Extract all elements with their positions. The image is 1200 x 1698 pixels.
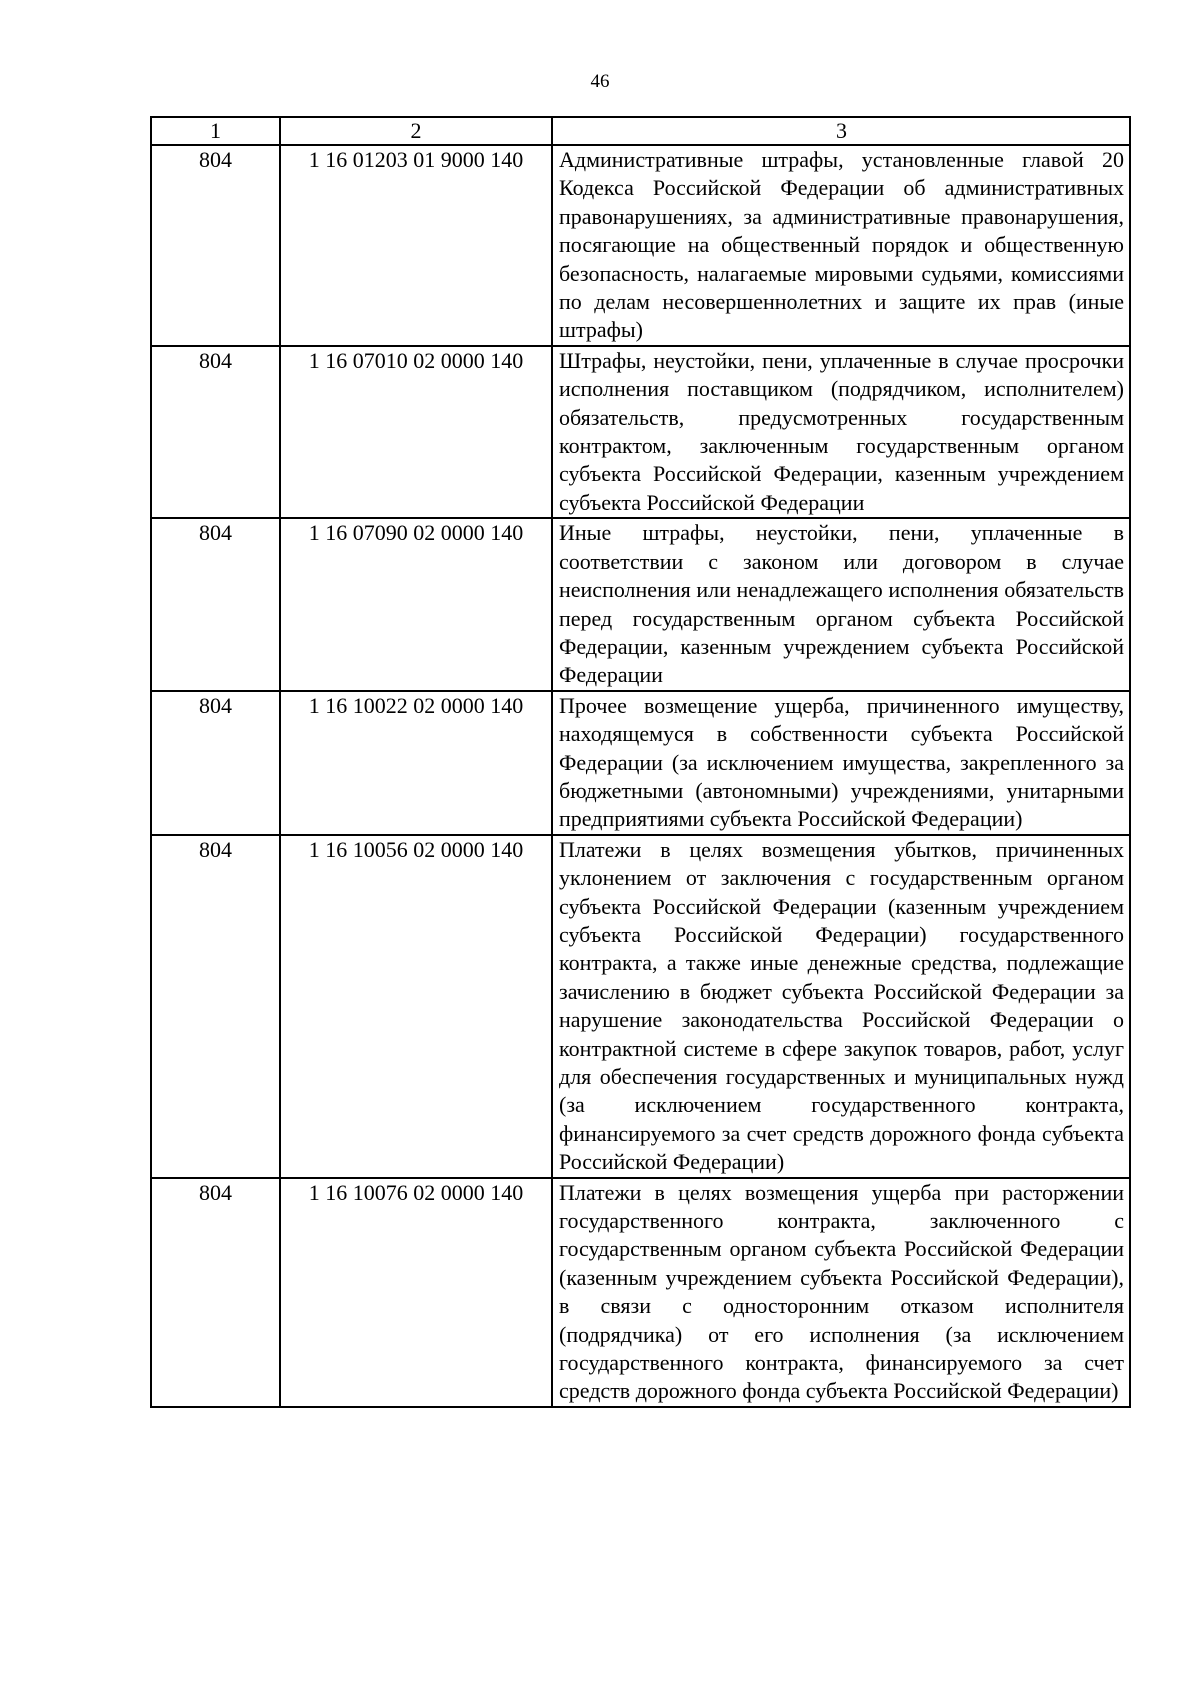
description-cell: Платежи в целях возмещения убытков, причиненных уклонением от заключения с государственным органом субъекта Российской Федерации (казенным учреждением субъекта Российской Федерации) государственного контракта, а также иные денежные средства, подлежащие зачислению в бюджет субъекта Российской Федерации за нарушение законодательства Российской Федерации о контрактной системе в сфере закупок товаров, работ, услуг для обеспечения государственных и муниципальных нужд (за исключением государственного контракта, финансируемого за счет средств дорожного фонда субъекта Российской Федерации) bbox=[552, 835, 1130, 1178]
admin-code-cell: 804 bbox=[151, 691, 280, 835]
kbk-code-cell: 1 16 10076 02 0000 140 bbox=[280, 1178, 552, 1407]
table-row bbox=[151, 1178, 1130, 1407]
table-header-row bbox=[151, 117, 1130, 145]
table-row bbox=[151, 691, 1130, 835]
table-row bbox=[151, 145, 1130, 346]
kbk-code-cell: 1 16 07090 02 0000 140 bbox=[280, 518, 552, 690]
kbk-code-cell: 1 16 07010 02 0000 140 bbox=[280, 346, 552, 518]
table-row bbox=[151, 518, 1130, 690]
admin-code-cell: 804 bbox=[151, 835, 280, 1178]
description-cell: Иные штрафы, неустойки, пени, уплаченные в соответствии с законом или договором в случае неисполнения или ненадлежащего исполнения обязательств перед государственным органом субъекта Российской Федерации, казенным учреждением субъекта Российской Федерации bbox=[552, 518, 1130, 690]
table-row bbox=[151, 835, 1130, 1178]
income-codes-table bbox=[150, 116, 1131, 1408]
admin-code-cell: 804 bbox=[151, 518, 280, 690]
page-number: 46 bbox=[590, 71, 610, 92]
table-row bbox=[151, 346, 1130, 518]
description-cell: Прочее возмещение ущерба, причиненного имуществу, находящемуся в собственности субъекта Российской Федерации (за исключением имущества, закрепленного за бюджетными (автономными) учреждениями, унитарными предприятиями субъекта Российской Федерации) bbox=[552, 691, 1130, 835]
description-cell: Административные штрафы, установленные главой 20 Кодекса Российской Федерации об административных правонарушениях, за административные правонарушения, посягающие на общественный порядок и общественную безопасность, налагаемые мировыми судьями, комиссиями по делам несовершеннолетних и защите их прав (иные штрафы) bbox=[552, 145, 1130, 346]
description-cell: Штрафы, неустойки, пени, уплаченные в случае просрочки исполнения поставщиком (подрядчиком, исполнителем) обязательств, предусмотренных государственным контрактом, заключенным государственным органом субъекта Российской Федерации, казенным учреждением субъекта Российской Федерации bbox=[552, 346, 1130, 518]
column-number-1: 1 bbox=[151, 117, 280, 145]
kbk-code-cell: 1 16 10022 02 0000 140 bbox=[280, 691, 552, 835]
admin-code-cell: 804 bbox=[151, 346, 280, 518]
description-cell: Платежи в целях возмещения ущерба при расторжении государственного контракта, заключенного с государственным органом субъекта Российской Федерации (казенным учреждением субъекта Российской Федерации), в связи с односторонним отказом исполнителя (подрядчика) от его исполнения (за исключением государственного контракта, финансируемого за счет средств дорожного фонда субъекта Российской Федерации) bbox=[552, 1178, 1130, 1407]
column-number-3: 3 bbox=[552, 117, 1130, 145]
kbk-code-cell: 1 16 10056 02 0000 140 bbox=[280, 835, 552, 1178]
kbk-code-cell: 1 16 01203 01 9000 140 bbox=[280, 145, 552, 346]
admin-code-cell: 804 bbox=[151, 1178, 280, 1407]
admin-code-cell: 804 bbox=[151, 145, 280, 346]
column-number-2: 2 bbox=[280, 117, 552, 145]
